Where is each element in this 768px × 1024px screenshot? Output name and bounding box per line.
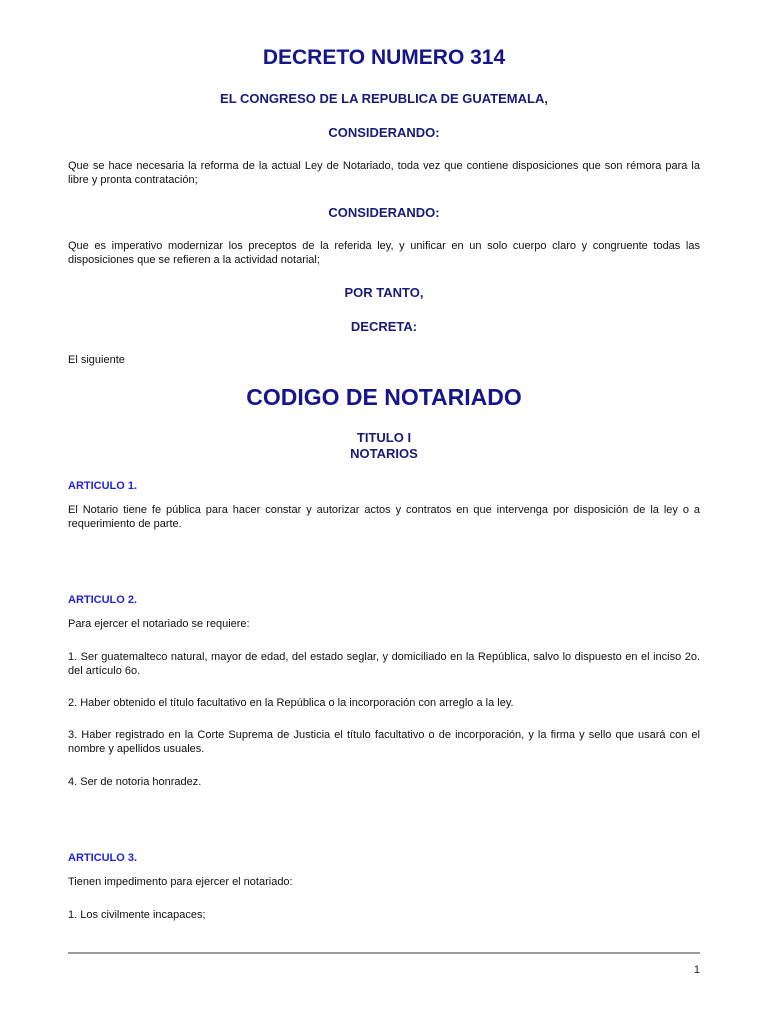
- footer-rule: [68, 952, 700, 954]
- por-tanto-heading: POR TANTO,: [344, 285, 424, 300]
- article-2-item-3: 3. Haber registrado en la Corte Suprema de Justicia el título facultativo o de incorporación, y la firma y sello que usará con el nombre y apellidos usuales.: [68, 729, 700, 755]
- codigo-title: CODIGO DE NOTARIADO: [246, 384, 522, 410]
- decreta-heading: DECRETA:: [350, 319, 418, 334]
- article-2-heading: ARTICULO 2.: [68, 594, 138, 606]
- titulo-name: NOTARIOS: [350, 446, 418, 461]
- article-2-item-2: 2. Haber obtenido el título facultativo en la República o la incorporación con arreglo a la ley.: [68, 697, 514, 709]
- considerando-heading-2: CONSIDERANDO:: [328, 205, 440, 220]
- considerando-text-2: Que es imperativo modernizar los preceptos de la referida ley, y unificar en un solo cuerpo claro y congruente todas las disposiciones que se refieren a la actividad notarial;: [68, 240, 700, 266]
- article-1-heading: ARTICULO 1.: [68, 480, 138, 492]
- article-3-heading: ARTICULO 3.: [68, 852, 138, 864]
- article-3-item-1: 1. Los civilmente incapaces;: [68, 909, 206, 921]
- titulo-number: TITULO I: [356, 430, 412, 445]
- congress-heading: EL CONGRESO DE LA REPUBLICA DE GUATEMALA,: [220, 91, 548, 106]
- article-1-text: El Notario tiene fe pública para hacer constar y autorizar actos y contratos en que intervenga por disposición de la ley o a requerimiento de parte.: [68, 504, 700, 530]
- titulo-heading: [68, 430, 700, 462]
- el-siguiente-text: El siguiente: [68, 354, 125, 366]
- decree-title: DECRETO NUMERO 314: [262, 46, 506, 69]
- considerando-text-1: Que se hace necesaria la reforma de la actual Ley de Notariado, toda vez que contiene disposiciones que son rémora para la libre y pronta contratación;: [68, 160, 700, 186]
- article-3-intro: Tienen impedimento para ejercer el notariado:: [68, 876, 293, 888]
- considerando-heading-1: CONSIDERANDO:: [328, 125, 440, 140]
- article-2-item-1: 1. Ser guatemalteco natural, mayor de edad, del estado seglar, y domiciliado en la República, salvo lo dispuesto en el inciso 2o. del artículo 6o.: [68, 651, 700, 677]
- page-number: 1: [693, 964, 700, 976]
- article-2-item-4: 4. Ser de notoria honradez.: [68, 776, 202, 788]
- article-2-intro: Para ejercer el notariado se requiere:: [68, 618, 250, 630]
